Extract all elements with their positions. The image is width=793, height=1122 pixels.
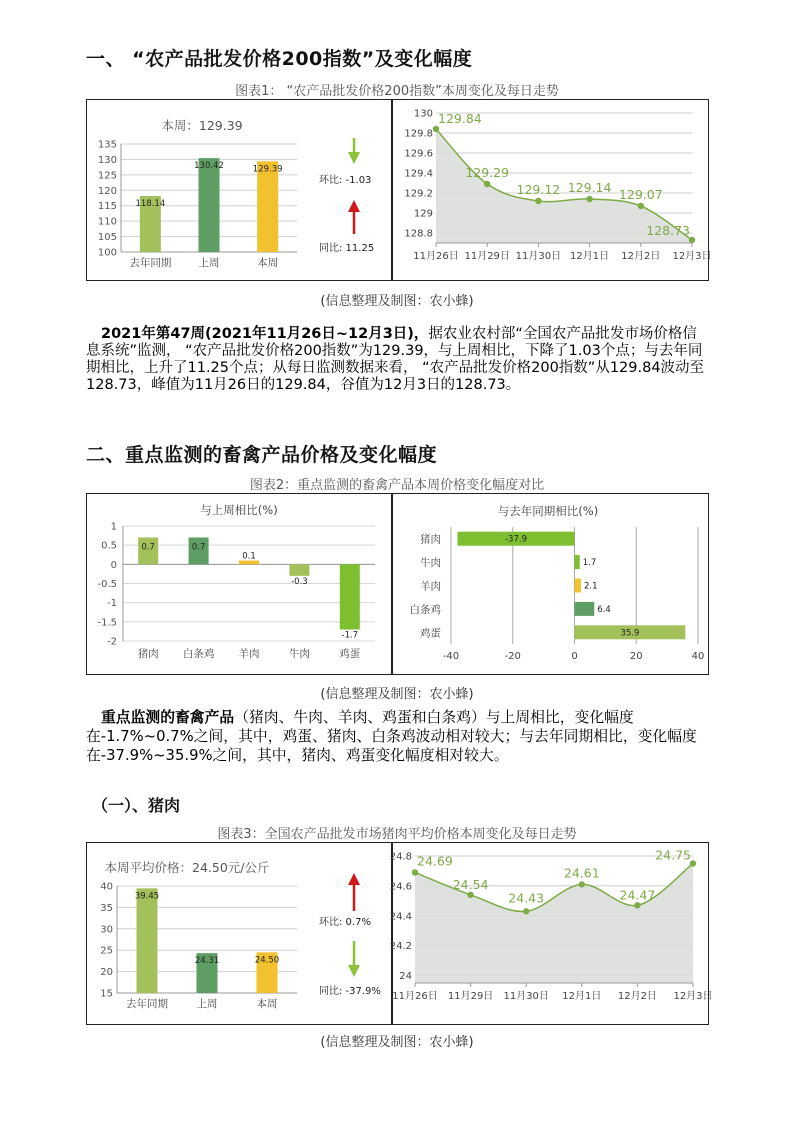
bar-value-label: -0.3	[291, 576, 308, 587]
chart-1-caption: 图表1： “农产品批发价格200指数”本周变化及每日走势	[235, 84, 559, 99]
y-tick-label: 羊肉	[420, 580, 441, 593]
y-tick-label: -1.5	[97, 617, 117, 629]
bar	[340, 564, 360, 629]
y-tick-label: 35	[100, 902, 113, 914]
y-tick-label: 129.2	[404, 188, 433, 200]
paragraph-1	[86, 326, 708, 394]
y-tick-label: 0.5	[101, 540, 117, 552]
bar-value-label: 2.1	[583, 581, 598, 592]
data-point	[638, 203, 644, 209]
data-point	[433, 126, 439, 132]
chart-2-credit: (信息整理及制图：农小蜂)	[320, 687, 474, 702]
y-tick-label: 125	[97, 170, 117, 182]
chart-1-frame	[86, 99, 712, 281]
y-tick-label: -2	[107, 636, 117, 648]
data-label: 129.14	[567, 180, 612, 195]
x-tick-label: 11月26日	[392, 991, 438, 1002]
x-tick-label: 12月3日	[672, 251, 712, 262]
ring-change-arrow-head	[348, 873, 360, 885]
y-tick-label: 1	[110, 521, 117, 533]
data-label: 24.43	[508, 890, 545, 906]
y-tick-label: 24	[399, 971, 412, 983]
y-tick-label: 130	[97, 154, 117, 166]
x-tick-label: 12月1日	[562, 991, 602, 1002]
y-tick-label: 24.6	[389, 881, 412, 893]
data-point	[586, 196, 592, 202]
daily-index-area-chart	[393, 100, 712, 279]
data-point	[535, 198, 541, 204]
x-tick-label: 12月1日	[570, 251, 610, 262]
data-point	[484, 181, 490, 187]
y-tick-label: 129.4	[404, 168, 433, 180]
x-tick-label: 11月29日	[447, 991, 494, 1002]
x-tick-label: 12月2日	[621, 251, 661, 262]
chart-2-caption: 图表2：重点监测的畜禽产品本周价格变化幅度对比	[249, 478, 545, 493]
bar-value-label: 24.50	[254, 955, 280, 966]
bar	[134, 888, 160, 993]
data-point	[634, 902, 640, 908]
bar	[199, 158, 220, 252]
y-tick-label: 25	[100, 945, 113, 957]
y-tick-label: 129.6	[404, 148, 433, 160]
data-label: 129.29	[465, 165, 510, 180]
bar-value-label: 0.1	[242, 551, 256, 562]
y-tick-label: 129	[413, 208, 433, 220]
chart-3-credit: (信息整理及制图：农小蜂)	[320, 1035, 474, 1050]
chart-title: 与上周相比(%)	[200, 503, 278, 517]
x-tick-label: 去年同期	[129, 257, 172, 269]
paragraph-2-body: （猪肉、牛肉、羊肉、鸡蛋和白条鸡）与上周相比，变化幅度在-1.7%~0.7%之间，其中，鸡蛋、猪肉、白条鸡波动相对较大；与去年同期相比，变化幅度在-37.9%~35.9%之间，其中，猪肉、鸡蛋变化幅度相对较大。	[86, 709, 697, 764]
chart-title: 本周：129.39	[161, 118, 243, 133]
chart-3-caption: 图表3：全国农产品批发市场猪肉平均价格本周变化及每日走势	[217, 827, 577, 842]
year-change-label: 同比: 11.25	[319, 243, 375, 254]
y-tick-label: 115	[97, 201, 117, 213]
ring-change-label: 环比: 0.7%	[319, 917, 371, 928]
bar-value-label: 0.7	[141, 542, 155, 553]
bar	[289, 564, 309, 576]
y-tick-label: 135	[97, 139, 117, 151]
bar-value-label: -37.9	[504, 534, 527, 545]
y-tick-label: 128.8	[404, 228, 433, 240]
pork-daily-area-chart	[389, 843, 713, 1023]
bar	[575, 555, 580, 569]
weekly-index-bar-chart	[87, 100, 391, 279]
x-tick-label: 白条鸡	[182, 648, 215, 660]
year-change-hbar-chart	[393, 494, 708, 673]
bar-value-label: 35.9	[620, 628, 640, 639]
x-tick-label: 猪肉	[137, 648, 159, 660]
section-1-heading: 一、 “农产品批发价格200指数”及变化幅度	[86, 48, 473, 70]
data-label: 24.54	[452, 876, 489, 892]
data-point	[579, 881, 585, 887]
bar-value-label: 39.45	[134, 891, 160, 902]
year-change-arrow-head	[348, 200, 360, 212]
data-label: 128.73	[646, 223, 690, 238]
y-tick-label: 15	[100, 988, 113, 1000]
y-tick-label: 30	[100, 924, 113, 936]
chart-3-frame	[86, 842, 713, 1025]
data-label: 129.84	[438, 111, 482, 126]
x-tick-label: 本周	[256, 998, 278, 1010]
section-3-heading: （一）、猪肉	[92, 796, 181, 815]
y-tick-label: 110	[97, 216, 117, 228]
y-tick-label: 24.4	[389, 911, 412, 923]
bar-value-label: 1.7	[582, 558, 597, 569]
x-tick-label: 本周	[257, 257, 279, 269]
y-tick-label: 120	[97, 185, 117, 197]
y-tick-label: 105	[97, 232, 117, 244]
pork-price-bar-chart	[87, 843, 391, 1023]
y-tick-label: 白条鸡	[409, 603, 441, 616]
bar-value-label: 6.4	[597, 604, 611, 615]
x-tick-label: 11月30日	[503, 991, 549, 1002]
y-tick-label: 40	[100, 881, 113, 893]
chart-1-credit: (信息整理及制图：农小蜂)	[320, 294, 474, 309]
data-point	[523, 908, 529, 914]
chart-title: 与去年同期相比(%)	[497, 504, 599, 518]
paragraph-2-lead: 重点监测的畜禽产品	[101, 709, 235, 726]
data-label: 24.47	[619, 887, 656, 903]
data-point	[467, 892, 473, 898]
x-tick-label: -20	[504, 651, 521, 662]
x-tick-label: 上周	[196, 998, 218, 1010]
x-tick-label: 11月29日	[464, 251, 510, 262]
data-label: 129.07	[618, 187, 663, 202]
chart-2-frame	[86, 493, 709, 675]
year-change-arrow-head	[348, 965, 360, 977]
bar-value-label: 130.42	[194, 161, 224, 172]
y-tick-label: 24.8	[389, 851, 412, 863]
x-tick-label: 上周	[198, 257, 220, 269]
y-tick-label: 牛肉	[420, 557, 441, 570]
y-tick-label: 130	[413, 108, 433, 120]
x-tick-label: -40	[442, 651, 460, 662]
x-tick-label: 牛肉	[288, 648, 310, 660]
ring-change-arrow-head	[348, 152, 360, 164]
chart-title: 本周平均价格：24.50元/公斤	[104, 860, 270, 875]
y-tick-label: -0.5	[97, 579, 117, 590]
x-tick-label: 去年同期	[126, 998, 168, 1010]
data-label: 24.69	[417, 853, 453, 869]
y-tick-label: 鸡蛋	[420, 627, 441, 640]
data-label: 24.61	[563, 865, 600, 881]
bar-value-label: 129.39	[252, 164, 283, 175]
x-tick-label: 鸡蛋	[339, 648, 361, 660]
y-tick-label: 猪肉	[420, 533, 441, 546]
bar	[257, 161, 278, 252]
paragraph-1-lead: 2021年第47周(2021年11月26日~12月3日)，	[101, 326, 429, 342]
paragraph-2	[86, 708, 708, 764]
y-tick-label: 100	[97, 247, 117, 259]
x-tick-label: 40	[691, 651, 705, 662]
y-tick-label: 20	[100, 967, 113, 979]
x-tick-label: 11月30日	[515, 251, 562, 262]
bar	[575, 602, 595, 616]
bar-value-label: -1.7	[341, 630, 359, 641]
bar-value-label: 0.7	[191, 542, 206, 553]
x-tick-label: 20	[629, 651, 643, 662]
data-point	[412, 869, 418, 875]
ring-change-label: 环比: -1.03	[319, 175, 372, 186]
bar	[575, 579, 581, 593]
section-2-heading: 二、重点监测的畜禽产品价格及变化幅度	[86, 444, 438, 466]
x-tick-label: 羊肉	[238, 648, 260, 660]
week-change-bar-chart	[87, 494, 391, 673]
year-change-label: 同比: -37.9%	[319, 986, 381, 997]
y-tick-label: 24.2	[389, 941, 412, 953]
y-tick-label: 0	[110, 559, 117, 571]
y-tick-label: -1	[107, 598, 117, 610]
paragraph-1-body: 据农业农村部“全国农产品批发市场价格信息系统”监测， “农产品批发价格200指数”为129.39，与上周相比，下降了1.03个点；与去年同期相比，上升了11.25个点；从每日监测数据来看， “农产品批发价格200指数”从129.84波动至128.73，峰值为11月26日的129.84，谷值为12月3日的128.73。	[86, 326, 705, 393]
data-label: 129.12	[516, 182, 561, 197]
bar-value-label: 118.14	[135, 199, 166, 210]
x-tick-label: 12月2日	[617, 991, 657, 1002]
y-tick-label: 129.8	[404, 128, 433, 140]
x-tick-label: 12月3日	[673, 991, 713, 1002]
data-label: 24.75	[655, 847, 691, 863]
x-tick-label: 0	[571, 651, 578, 662]
x-tick-label: 11月26日	[413, 251, 459, 262]
bar-value-label: 24.31	[194, 956, 220, 967]
